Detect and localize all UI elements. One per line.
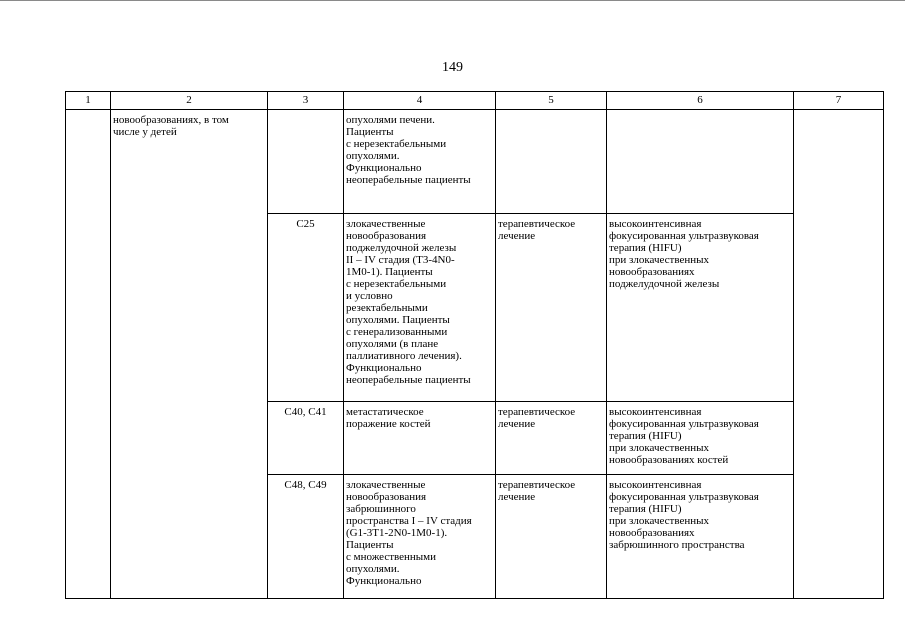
method-cell: высокоинтенсивная фокусированная ультразвуковая терапия (HIFU) при злокачественных новообразованиях забрюшинного пространства: [607, 475, 794, 599]
col1-cell: [66, 110, 111, 599]
procedures-table: [65, 91, 884, 599]
condition-cell: метастатическое поражение костей: [344, 402, 496, 475]
treatment-type-cell: [496, 110, 607, 214]
header-col-7: 7: [794, 92, 884, 110]
header-col-5: 5: [496, 92, 607, 110]
condition-cell: злокачественные новообразования забрюшинного пространства I – IV стадия (G1-3T1-2N0-1M0-1). Пациенты с множественными опухолями. Функционально: [344, 475, 496, 599]
header-col-3: 3: [268, 92, 344, 110]
condition-cell: злокачественные новообразования поджелудочной железы II – IV стадия (T3-4N0- 1M0-1). Пациенты с нерезектабельными и условно резектабельными опухолями. Пациенты с генерализованными опухолями (в плане паллиативного лечения). Функционально неоперабельные пациенты: [344, 214, 496, 402]
code-cell: [268, 110, 344, 214]
header-row: [66, 92, 884, 110]
header-col-2: 2: [111, 92, 268, 110]
header-col-6: 6: [607, 92, 794, 110]
method-cell: [607, 110, 794, 214]
code-cell: C48, C49: [268, 475, 344, 599]
header-col-1: 1: [66, 92, 111, 110]
procedures-table-container: [65, 91, 884, 599]
treatment-type-cell: терапевтическое лечение: [496, 402, 607, 475]
code-cell: C25: [268, 214, 344, 402]
code-cell: C40, C41: [268, 402, 344, 475]
condition-cell: опухолями печени. Пациенты с нерезектабельными опухолями. Функционально неоперабельные пациенты: [344, 110, 496, 214]
table-row: [66, 110, 884, 214]
header-col-4: 4: [344, 92, 496, 110]
method-cell: высокоинтенсивная фокусированная ультразвуковая терапия (HIFU) при злокачественных новообразованиях костей: [607, 402, 794, 475]
method-cell: высокоинтенсивная фокусированная ультразвуковая терапия (HIFU) при злокачественных новообразованиях поджелудочной железы: [607, 214, 794, 402]
group-label-cell: новообразованиях, в том числе у детей: [111, 110, 268, 599]
treatment-type-cell: терапевтическое лечение: [496, 475, 607, 599]
col7-cell: [794, 110, 884, 599]
page-number: 149: [442, 60, 463, 75]
scan-edge-line: [0, 0, 905, 1]
treatment-type-cell: терапевтическое лечение: [496, 214, 607, 402]
